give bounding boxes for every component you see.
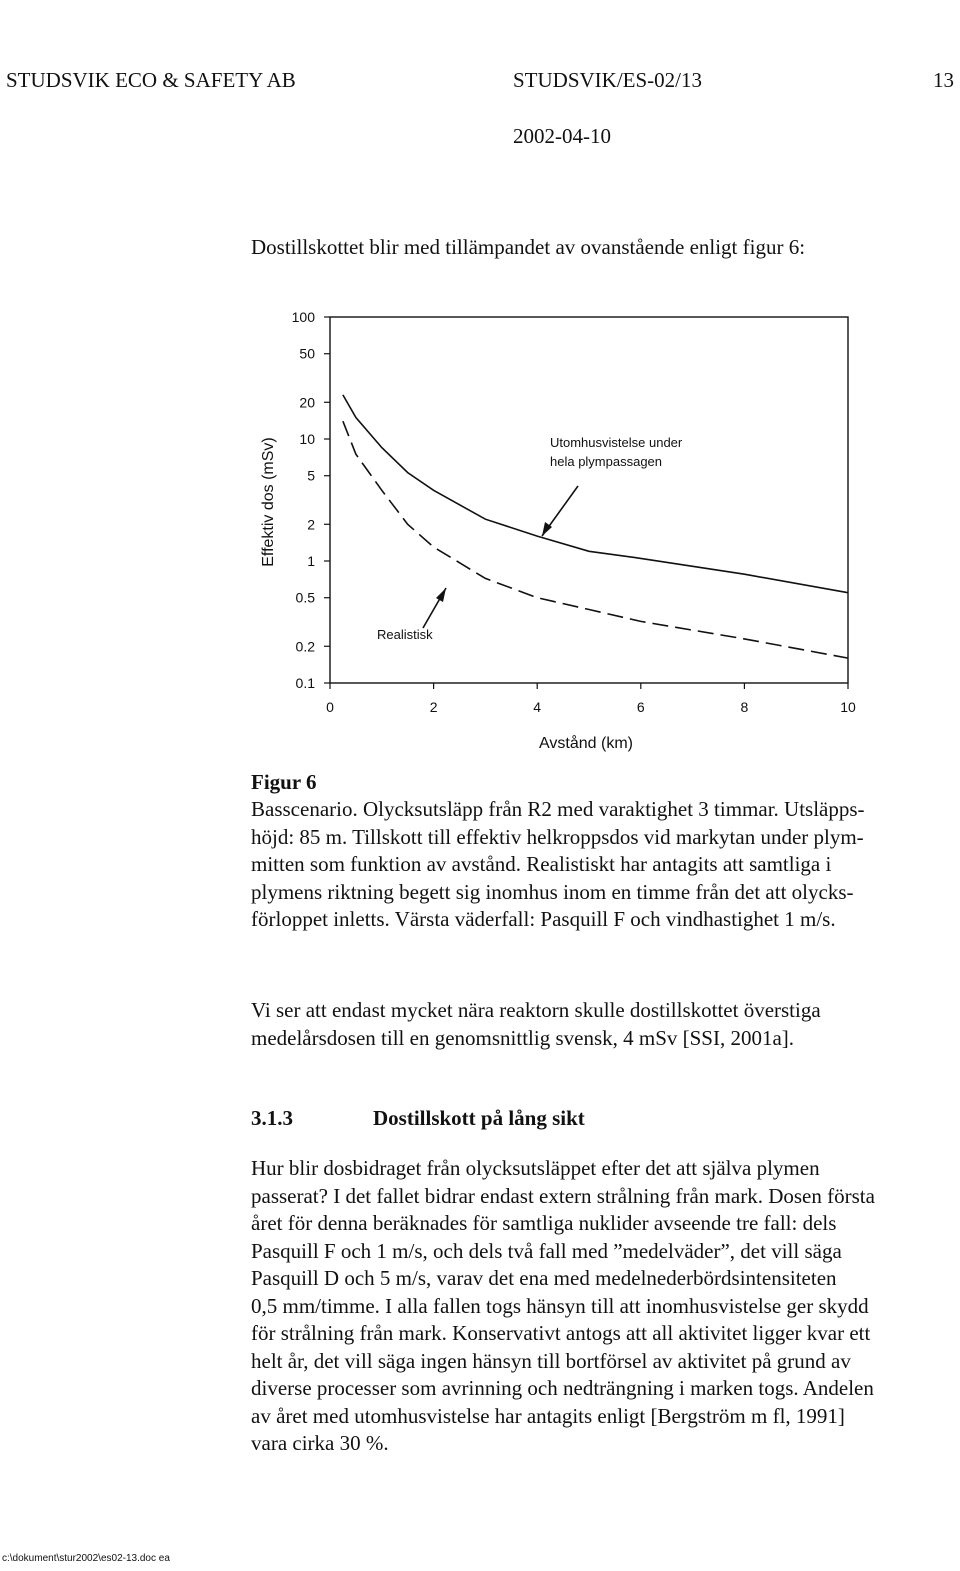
paragraph-line: Pasquill D och 5 m/s, varav det ena med medelnederbördsintensiteten xyxy=(251,1266,837,1290)
y-tick-label: 10 xyxy=(299,431,315,447)
caption-line: Basscenario. Olycksutsläpp från R2 med varaktighet 3 timmar. Utsläpps- xyxy=(251,797,865,821)
x-tick-label: 8 xyxy=(740,699,749,715)
y-tick-label: 2 xyxy=(307,516,315,533)
footer-path: c:\dokument\stur2002\es02-13.doc ea xyxy=(2,1553,170,1564)
paragraph-line: Hur blir dosbidraget från olycksutsläppet efter det att själva plymen xyxy=(251,1156,820,1180)
paragraph-line: av året med utomhusvistelse har antagits enligt [Bergström m fl, 1991] xyxy=(251,1403,845,1428)
y-tick-label: 50 xyxy=(299,345,315,362)
paragraph-line: helt år, det vill säga ingen hänsyn till bortförsel av aktivitet på grund av xyxy=(251,1348,851,1373)
x-tick-label: 0 xyxy=(326,699,334,715)
y-tick-label: 1 xyxy=(307,553,315,569)
paragraph-line: diverse processer som avrinning och nedträngning i marken togs. Andelen xyxy=(251,1376,874,1400)
x-tick-label: 6 xyxy=(636,699,645,715)
y-tick-label: 20 xyxy=(299,394,315,411)
chart-xlabel: Avstånd (km) xyxy=(539,735,633,752)
caption-line: mitten som funktion av avstånd. Realistiskt har antagits att samtliga i xyxy=(251,852,832,876)
paragraph-line: året för denna beräknades för samtliga nuklider avseende tre fall: dels xyxy=(251,1211,837,1235)
header-left: STUDSVIK ECO & SAFETY AB xyxy=(6,68,296,92)
paragraph-line: Vi ser att endast mycket nära reaktorn skulle dostillskottet överstiga xyxy=(251,998,821,1022)
section-title: Dostillskott på lång sikt xyxy=(373,1106,585,1130)
series-outdoor-line xyxy=(343,395,848,593)
annotation-outdoor-line1: Utomhusvistelse under xyxy=(550,435,683,450)
caption-line: förloppet inletts. Värsta väderfall: Pasquill F och vindhastighet 1 m/s. xyxy=(251,907,836,931)
annotation-realistic: Realistisk xyxy=(377,627,433,642)
paragraph-line: passerat? I det fallet bidrar endast extern strålning från mark. Dosen första xyxy=(251,1183,875,1208)
paragraph-2 xyxy=(251,1155,875,1458)
paragraph-line: 0,5 mm/timme. I alla fallen togs hänsyn till att inomhusvistelse ger skydd xyxy=(251,1293,869,1318)
paragraph-line: medelårsdosen till en genomsnittlig svensk, 4 mSv [SSI, 2001a]. xyxy=(251,1025,795,1050)
figure-caption xyxy=(251,796,865,934)
chart-ylabel: Effektiv dos (mSv) xyxy=(260,437,277,567)
annotation-outdoor-line2: hela plympassagen xyxy=(550,454,663,469)
y-tick-label: 0.2 xyxy=(295,638,315,655)
y-tick-label: 0.5 xyxy=(295,589,315,606)
x-tick-label: 10 xyxy=(840,699,856,715)
figure-label: Figur 6 xyxy=(251,770,317,794)
header-date: 2002-04-10 xyxy=(513,124,611,148)
y-tick-label: 5 xyxy=(307,467,315,484)
section-number: 3.1.3 xyxy=(251,1106,293,1130)
x-tick-label: 2 xyxy=(429,699,438,715)
paragraph-line: Pasquill F och 1 m/s, och dels två fall med ”medelväder”, det vill säga xyxy=(251,1238,842,1263)
caption-line: plymens riktning begett sig inomhus inom en timme från det att olycks- xyxy=(251,879,854,904)
paragraph-line: vara cirka 30 %. xyxy=(251,1431,389,1455)
y-tick-label: 100 xyxy=(291,309,315,325)
figure-chart xyxy=(0,0,960,760)
caption-line: höjd: 85 m. Tillskott till effektiv helkroppsdos vid markytan under plym- xyxy=(251,824,864,849)
header-center: STUDSVIK/ES-02/13 xyxy=(513,68,703,92)
paragraph-line: för strålning från mark. Konservativt antogs att all aktivitet ligger kvar ett xyxy=(251,1321,871,1345)
intro-text: Dostillskottet blir med tillämpandet av ovanstående enligt figur 6: xyxy=(251,235,806,259)
y-tick-label: 0.1 xyxy=(295,675,315,691)
paragraph-1 xyxy=(251,997,821,1052)
x-tick-label: 4 xyxy=(533,699,542,715)
page-number: 13 xyxy=(933,68,954,92)
annotation-realistic-arrowhead xyxy=(436,588,446,602)
